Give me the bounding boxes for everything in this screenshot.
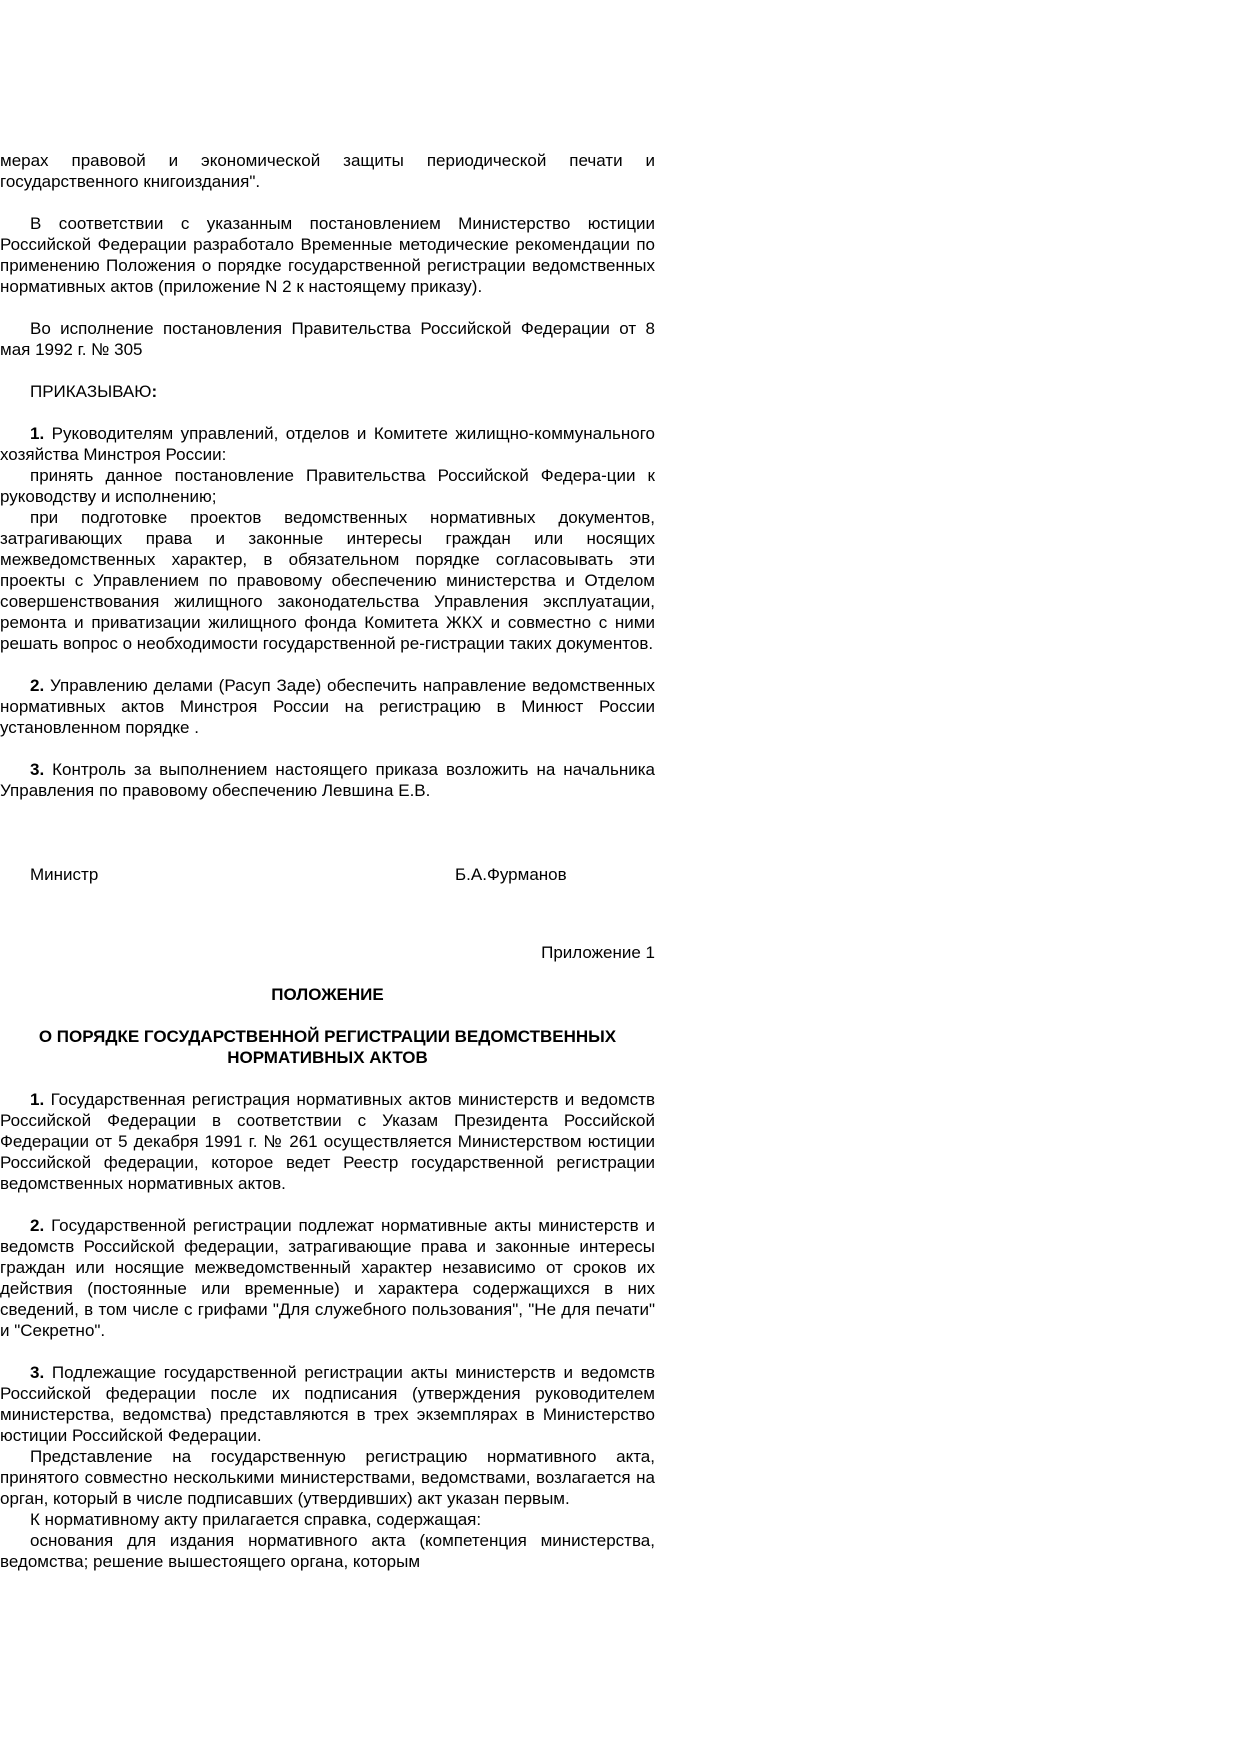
heading-title: ПОЛОЖЕНИЕ bbox=[271, 985, 384, 1004]
order-item-3 bbox=[0, 759, 655, 801]
section-3 bbox=[0, 1362, 655, 1446]
section-3-paragraph: основания для издания нормативного акта (компетенция министерства, ведомства; решение вышестоящего органа, которым bbox=[0, 1531, 655, 1571]
section-1 bbox=[0, 1089, 655, 1194]
order-item-text: Руководителям управлений, отделов и Комитете жилищно-коммунального хозяйства Минстроя России: bbox=[0, 424, 655, 464]
order-item-1-subitem: при подготовке проектов ведомственных нормативных документов, затрагивающих права и законные интересы граждан или носящих межведомственных характер, в обязательном порядке согласовывать эти проекты с Управлением по правовому обеспечению министерства и Отделом совершенствования жилищного законодательства Управления эксплуатации, ремонта и приватизации жилищного фонда Комитета ЖКХ и совместно с ними решать вопрос о необходимости государственной ре-гистрации таких документов. bbox=[0, 508, 655, 653]
order-item-number: 1. bbox=[30, 424, 45, 443]
section-text: Государственная регистрация нормативных актов министерств и ведомств Российской Федерации в соответствии с Указам Президента Российской Федерации от 5 декабря 1991 г. № 261 осуществляется Министерством юстиции Российской федерации, которое ведет Реестр государственной регистрации ведомственных нормативных актов. bbox=[0, 1090, 655, 1193]
order-item-number: 3. bbox=[30, 760, 45, 779]
paragraph-recommendations: В соответствии с указанным постановлением Министерство юстиции Российской Федерации разработало Временные методические рекомендации по применению Положения о порядке государственной регистрации ведомственных нормативных актов (приложение N 2 к настоящему приказу). bbox=[0, 214, 655, 296]
signature-name: Б.А.Фурманов bbox=[455, 865, 567, 884]
order-item-2 bbox=[0, 675, 655, 738]
order-word-colon: : bbox=[151, 382, 158, 401]
section-text: Подлежащие государственной регистрации акты министерств и ведомств Российской федерации после их подписания (утверждения руководителем министерства, ведомства) представляются в трех экземплярах в Министерство юстиции Российской Федерации. bbox=[0, 1363, 655, 1445]
paragraph-continuation: мерах правовой и экономической защиты периодической печати и государственного книгоиздания". bbox=[0, 151, 655, 191]
order-item-text: Управлению делами (Расуп Заде) обеспечить направление ведомственных нормативных актов Минстроя России на регистрацию в Минюст России установленном порядке . bbox=[0, 676, 655, 737]
order-item-1-subitem: принять данное постановление Правительства Российской Федера-ции к руководству и исполнению; bbox=[0, 466, 655, 506]
section-number: 3. bbox=[30, 1363, 45, 1382]
order-item-text: Контроль за выполнением настоящего приказа возложить на начальника Управления по правовому обеспечению Левшина Е.В. bbox=[0, 760, 655, 800]
signature-block bbox=[0, 864, 655, 885]
appendix-label: Приложение 1 bbox=[541, 943, 655, 962]
heading-subtitle: О ПОРЯДКЕ ГОСУДАРСТВЕННОЙ РЕГИСТРАЦИИ ВЕДОМСТВЕННЫХ НОРМАТИВНЫХ АКТОВ bbox=[38, 1027, 617, 1067]
order-word-text: ПРИКАЗЫВАЮ bbox=[30, 382, 152, 401]
document-page bbox=[0, 150, 655, 1572]
section-number: 2. bbox=[30, 1216, 45, 1235]
order-item-number: 2. bbox=[30, 676, 45, 695]
section-3-paragraph: Представление на государственную регистрацию нормативного акта, принятого совместно несколькими министерствами, ведомствами, возлагается на орган, который в числе подписавших (утвердивших) акт указан первым. bbox=[0, 1447, 655, 1508]
paragraph-execution: Во исполнение постановления Правительства Российской Федерации от 8 мая 1992 г. № 305 bbox=[0, 319, 655, 359]
section-number: 1. bbox=[30, 1090, 45, 1109]
section-3-paragraph: К нормативному акту прилагается справка, содержащая: bbox=[30, 1510, 482, 1529]
section-2 bbox=[0, 1215, 655, 1341]
order-word bbox=[0, 381, 655, 402]
signature-title: Министр bbox=[30, 865, 99, 884]
order-item-1 bbox=[0, 423, 655, 465]
section-text: Государственной регистрации подлежат нормативные акты министерств и ведомств Российской федерации, затрагивающие права и законные интересы граждан или носящие межведомственный характер независимо от сроков их действия (постоянные или временные) и характера содержащихся в них сведений, в том числе с грифами "Для служебного пользования", "Не для печати" и "Секретно". bbox=[0, 1216, 655, 1340]
